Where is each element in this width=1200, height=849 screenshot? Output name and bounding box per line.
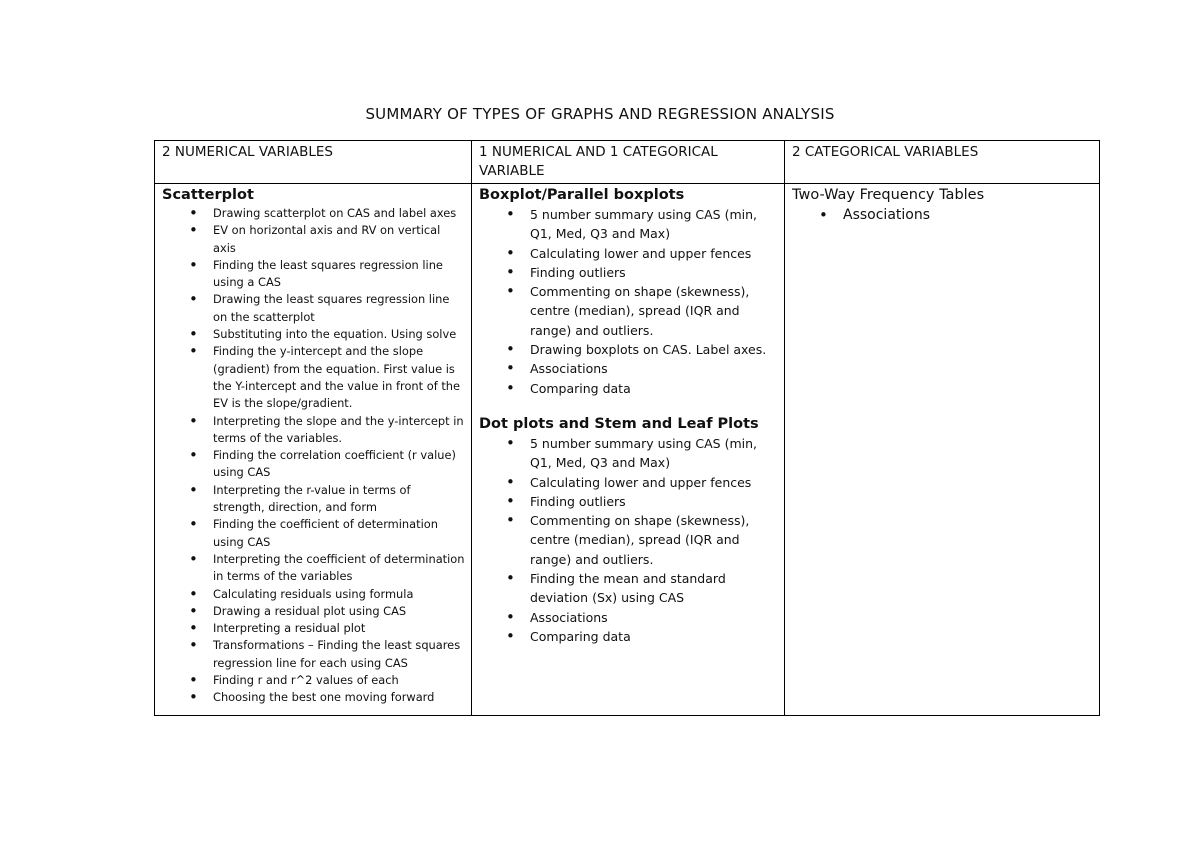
- list-item: • Interpreting the coefficient of determination in terms of the variables: [213, 551, 465, 586]
- list-item: • Comparing data: [530, 379, 778, 398]
- list-item: • Finding the mean and standard deviation (Sx) using CAS: [530, 569, 778, 608]
- list-item: • Transformations – Finding the least squares regression line for each using CAS: [213, 637, 465, 672]
- list-item: • 5 number summary using CAS (min, Q1, Med, Q3 and Max): [530, 205, 778, 244]
- page-title: SUMMARY OF TYPES OF GRAPHS AND REGRESSION ANALYSIS: [365, 105, 835, 123]
- content-row: [155, 184, 1100, 716]
- list-item: • Drawing boxplots on CAS. Label axes.: [530, 340, 778, 359]
- scatterplot-list: [162, 205, 465, 707]
- two-way-list: [792, 205, 1093, 226]
- list-item: • Finding r and r^2 values of each: [213, 672, 465, 689]
- cell-mixed: [472, 184, 785, 716]
- list-item: • Calculating residuals using formula: [213, 586, 465, 603]
- list-item: • Calculating lower and upper fences: [530, 473, 778, 492]
- list-item: • Finding the correlation coefficient (r value) using CAS: [213, 447, 465, 482]
- header-cell-mixed: 1 NUMERICAL AND 1 CATEGORICAL VARIABLE: [472, 141, 785, 184]
- list-item: • Finding the coefficient of determination using CAS: [213, 516, 465, 551]
- list-item: • Associations: [843, 205, 1093, 226]
- section-title-scatterplot: Scatterplot: [162, 187, 254, 203]
- list-item: • Interpreting the r-value in terms of strength, direction, and form: [213, 482, 465, 517]
- list-item: • Finding outliers: [530, 492, 778, 511]
- list-item: • Finding outliers: [530, 263, 778, 282]
- list-item: • Drawing scatterplot on CAS and label axes: [213, 205, 465, 222]
- list-item: • Substituting into the equation. Using solve: [213, 326, 465, 343]
- header-cell-numerical: 2 NUMERICAL VARIABLES: [155, 141, 472, 184]
- section-title-dotplots: Dot plots and Stem and Leaf Plots: [479, 415, 759, 432]
- header-cell-categorical: 2 CATEGORICAL VARIABLES: [785, 141, 1100, 184]
- summary-table: [154, 140, 1100, 716]
- list-item: • 5 number summary using CAS (min, Q1, Med, Q3 and Max): [530, 434, 778, 473]
- list-item: • Choosing the best one moving forward: [213, 689, 465, 706]
- list-item: • Interpreting a residual plot: [213, 620, 465, 637]
- list-item: • Interpreting the slope and the y-intercept in terms of the variables.: [213, 413, 465, 448]
- list-item: • Calculating lower and upper fences: [530, 244, 778, 263]
- list-item: • Finding the least squares regression line using a CAS: [213, 257, 465, 292]
- list-item: • Drawing a residual plot using CAS: [213, 603, 465, 620]
- section-title-boxplot: Boxplot/Parallel boxplots: [479, 187, 685, 203]
- cell-numerical: [155, 184, 472, 716]
- section-title-two-way: Two-Way Frequency Tables: [792, 187, 985, 203]
- boxplot-list: [479, 205, 778, 398]
- dotplot-list: [479, 434, 778, 646]
- header-row: [155, 141, 1100, 184]
- list-item: • Finding the y-intercept and the slope (gradient) from the equation. First value is the Y-intercept and the value in front of the EV is the slope/gradient.: [213, 343, 465, 412]
- list-item: • Associations: [530, 359, 778, 378]
- list-item: • Comparing data: [530, 627, 778, 646]
- list-item: • EV on horizontal axis and RV on vertical axis: [213, 222, 465, 257]
- list-item: • Commenting on shape (skewness), centre (median), spread (IQR and range) and outliers.: [530, 511, 778, 569]
- cell-categorical: [785, 184, 1100, 716]
- list-item: • Commenting on shape (skewness), centre (median), spread (IQR and range) and outliers.: [530, 282, 778, 340]
- list-item: • Associations: [530, 608, 778, 627]
- list-item: • Drawing the least squares regression line on the scatterplot: [213, 291, 465, 326]
- section-spacer: [479, 398, 778, 415]
